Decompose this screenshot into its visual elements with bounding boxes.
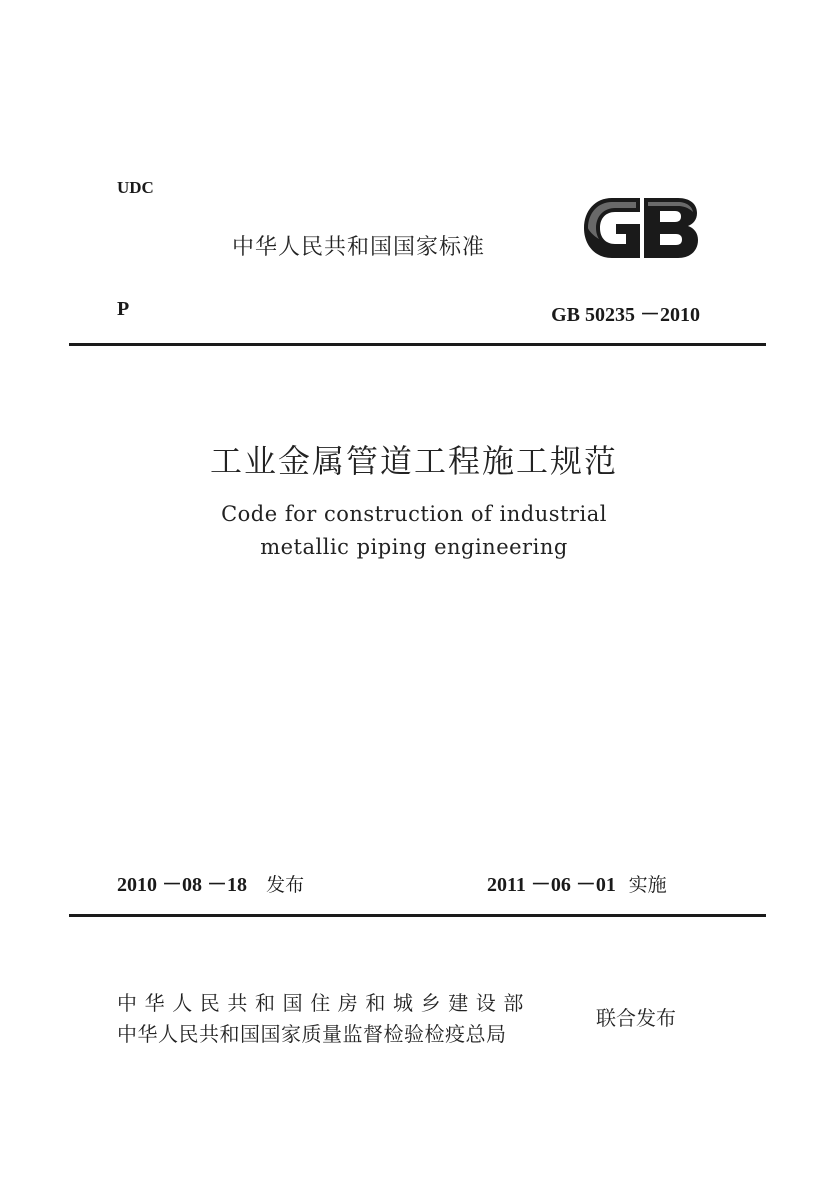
effective-date-block [487, 868, 667, 897]
standard-type-title: 中华人民共和国国家标准 [232, 235, 486, 260]
top-divider [69, 343, 766, 346]
effective-label: 实施 [628, 874, 667, 896]
document-title-chinese: 工业金属管道工程施工规范 [209, 442, 618, 480]
issue-date: 2010 －08 －18 [117, 874, 247, 896]
gb-logo-text [700, 196, 701, 197]
gb-logo-icon [582, 196, 700, 260]
bottom-divider [69, 914, 766, 917]
joint-publication-label: 联合发布 [596, 1006, 676, 1030]
issue-label: 发布 [266, 874, 305, 896]
publisher-aqsiq: 中华人民共和国国家质量监督检验检疫总局 [117, 1022, 507, 1046]
gb-logo [582, 196, 700, 260]
standard-number: GB 50235 －2010 [551, 304, 700, 326]
document-title-english-line1: Code for construction of industrial [221, 502, 607, 526]
effective-date: 2011 －06 －01 [487, 874, 616, 896]
classification-code: P [117, 298, 130, 320]
publisher-ministry: 中华人民共和国住房和城乡建设部 [117, 991, 531, 1015]
issue-date-block [117, 868, 304, 897]
document-title-english-line2: metallic piping engineering [260, 535, 568, 559]
udc-label: UDC [117, 178, 154, 197]
